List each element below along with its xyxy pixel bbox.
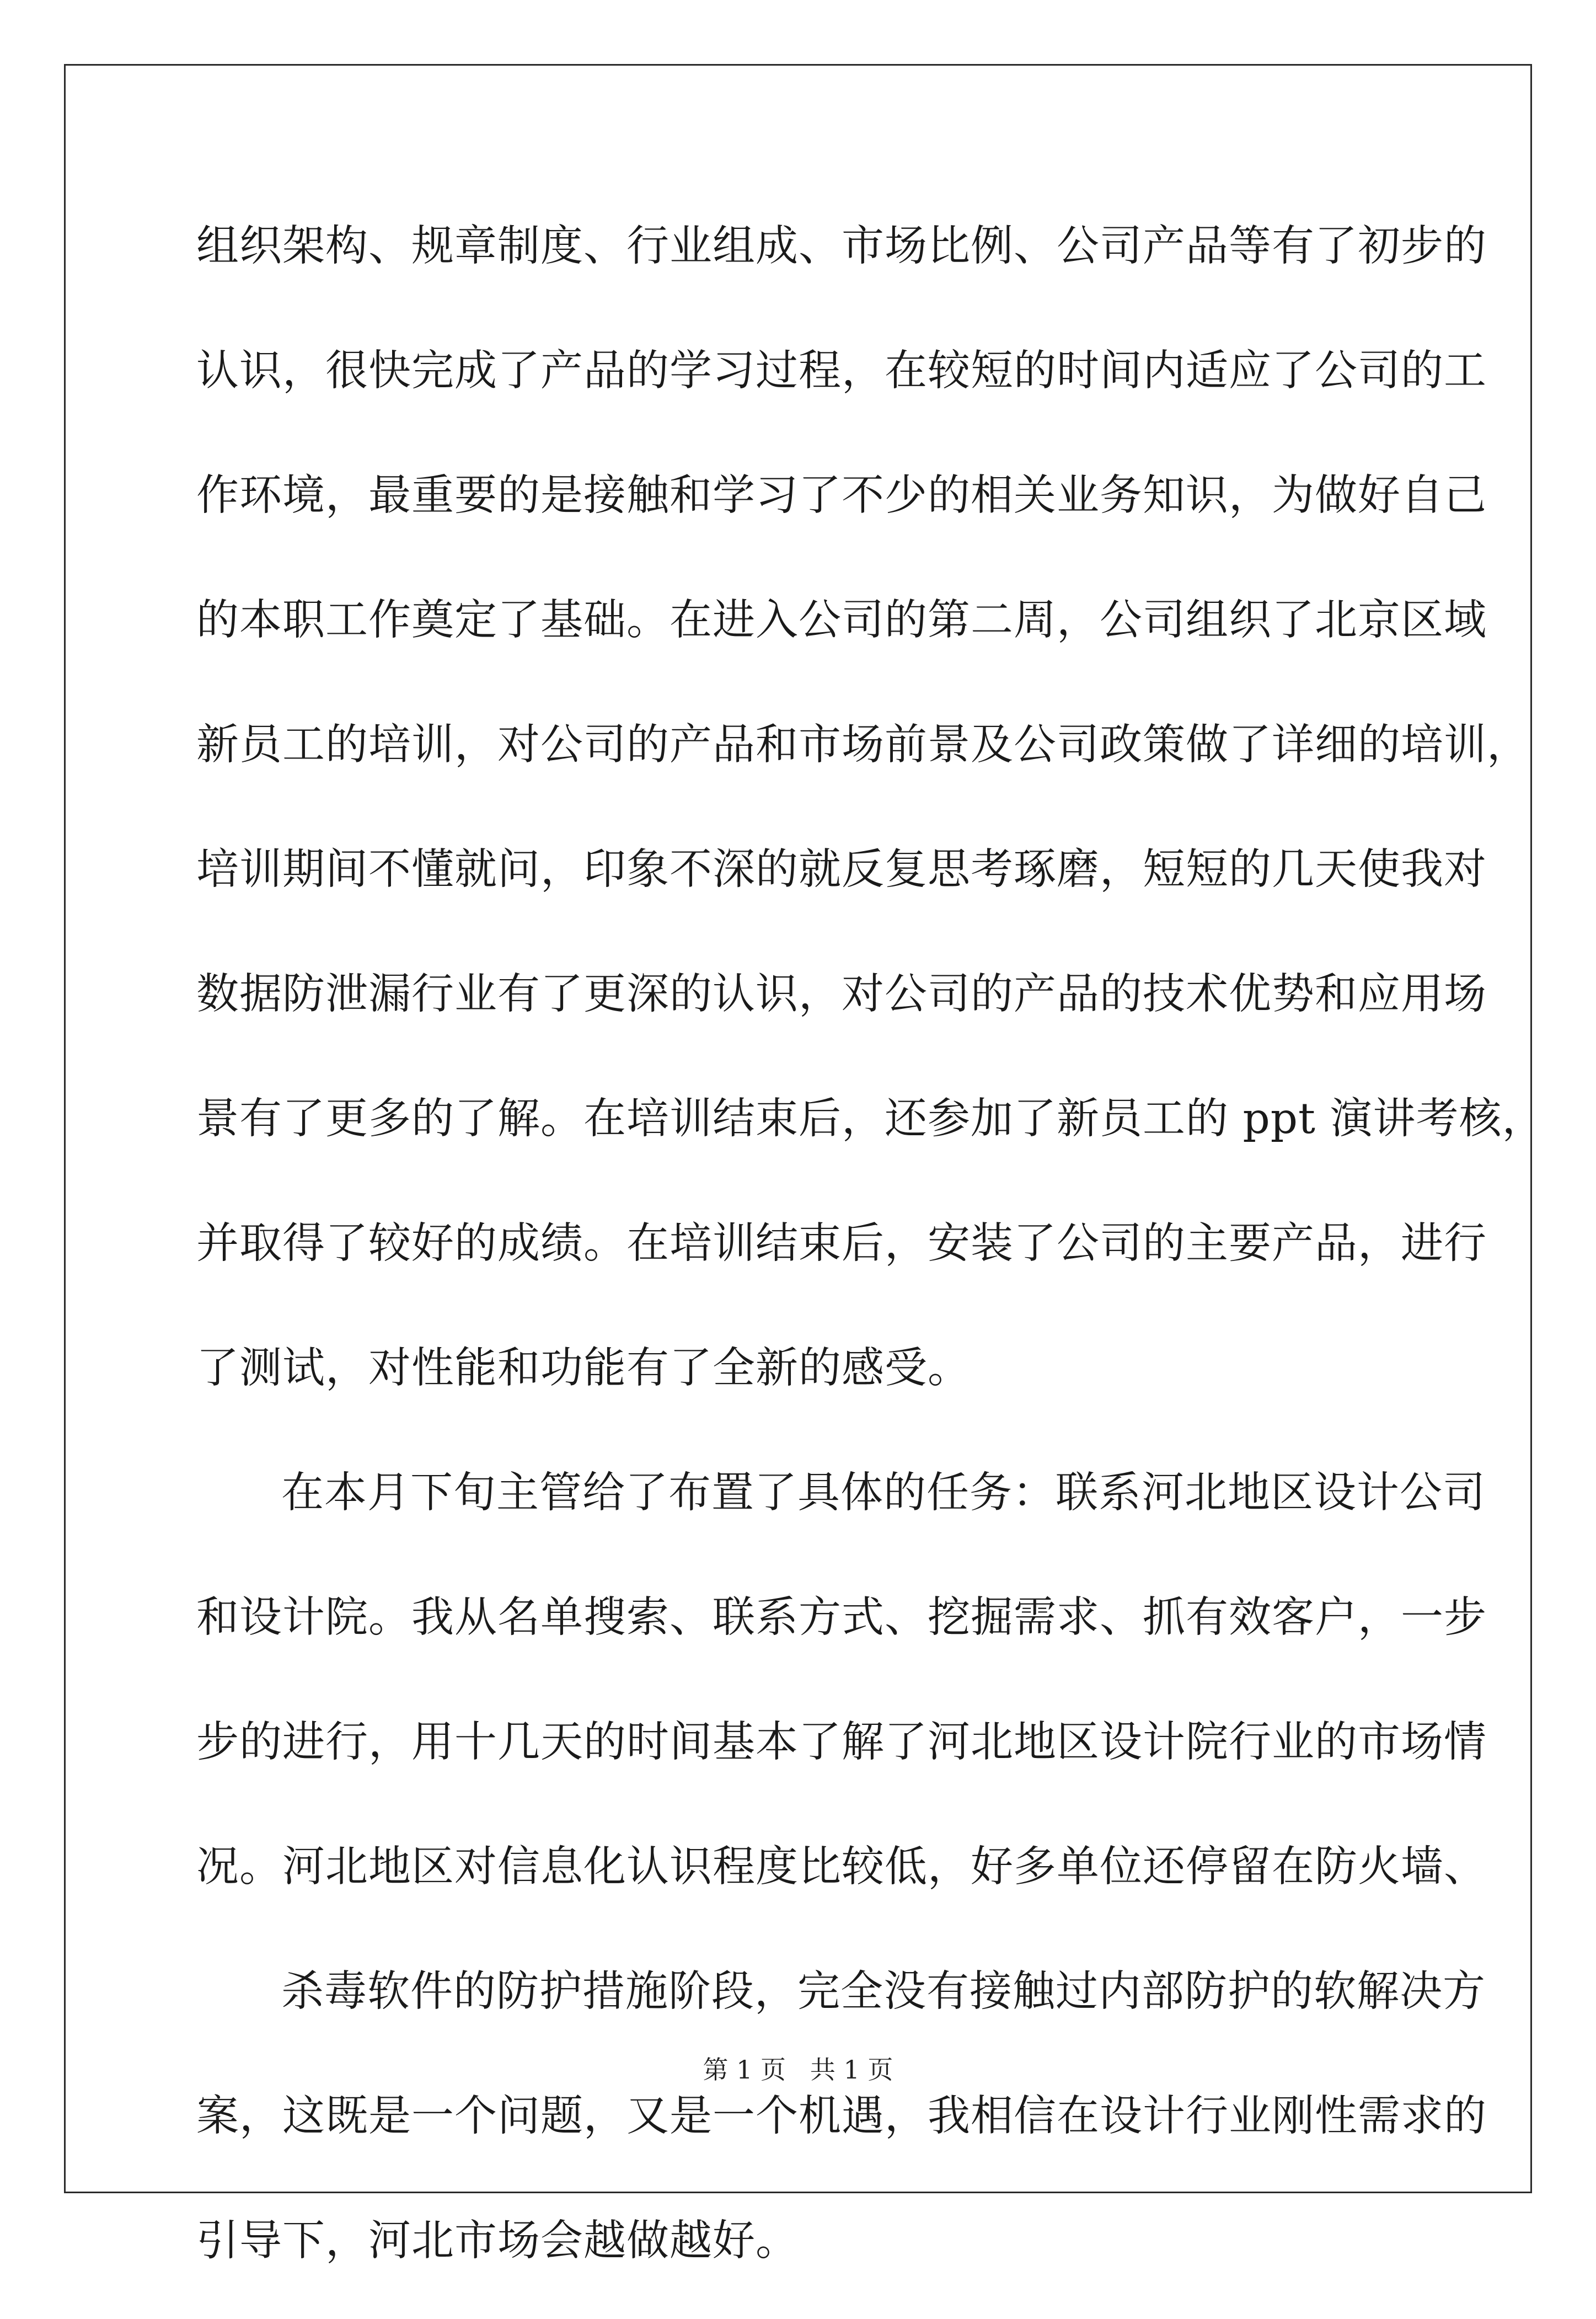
text-line: 景有了更多的了解。在培训结束后，还参加了新员工的 ppt 演讲考核， bbox=[196, 1094, 1545, 1144]
text-line: 引导下，河北市场会越做越好。 bbox=[196, 2216, 799, 2265]
paragraph-first-line: 在本月下旬主管给了布置了具体的任务：联系河北地区设计公司 bbox=[281, 1468, 1486, 1517]
text-line: 认识，很快完成了产品的学习过程，在较短的时间内适应了公司的工 bbox=[196, 346, 1487, 396]
document-body bbox=[196, 200, 1545, 2319]
page-number-footer: 第 1 页 共 1 页 bbox=[703, 2055, 893, 2085]
text-line: 步的进行，用十几天的时间基本了解了河北地区设计院行业的市场情 bbox=[196, 1718, 1487, 1767]
paragraph-first-line: 杀毒软件的防护措施阶段，完全没有接触过内部防护的软解决方 bbox=[281, 1967, 1486, 2016]
text-line: 的本职工作奠定了基础。在进入公司的第二周，公司组织了北京区域 bbox=[196, 596, 1487, 645]
text-line: 作环境，最重要的是接触和学习了不少的相关业务知识，为做好自己 bbox=[196, 471, 1487, 520]
text-line: 培训期间不懂就问，印象不深的就反复思考琢磨，短短的几天使我对 bbox=[196, 845, 1487, 894]
text-line: 新员工的培训，对公司的产品和市场前景及公司政策做了详细的培训， bbox=[196, 720, 1530, 770]
text-line: 况。河北地区对信息化认识程度比较低，好多单位还停留在防火墙、 bbox=[196, 1842, 1487, 1891]
text-line: 了测试，对性能和功能有了全新的感受。 bbox=[196, 1344, 971, 1393]
text-line: 组织架构、规章制度、行业组成、市场比例、公司产品等有了初步的 bbox=[196, 222, 1487, 271]
text-line: 数据防泄漏行业有了更深的认识，对公司的产品的技术优势和应用场 bbox=[196, 970, 1487, 1019]
text-line: 并取得了较好的成绩。在培训结束后，安装了公司的主要产品，进行 bbox=[196, 1219, 1487, 1268]
text-line: 和设计院。我从名单搜索、联系方式、挖掘需求、抓有效客户，一步 bbox=[196, 1593, 1487, 1642]
text-line: 案，这既是一个问题，又是一个机遇，我相信在设计行业刚性需求的 bbox=[196, 2092, 1487, 2141]
